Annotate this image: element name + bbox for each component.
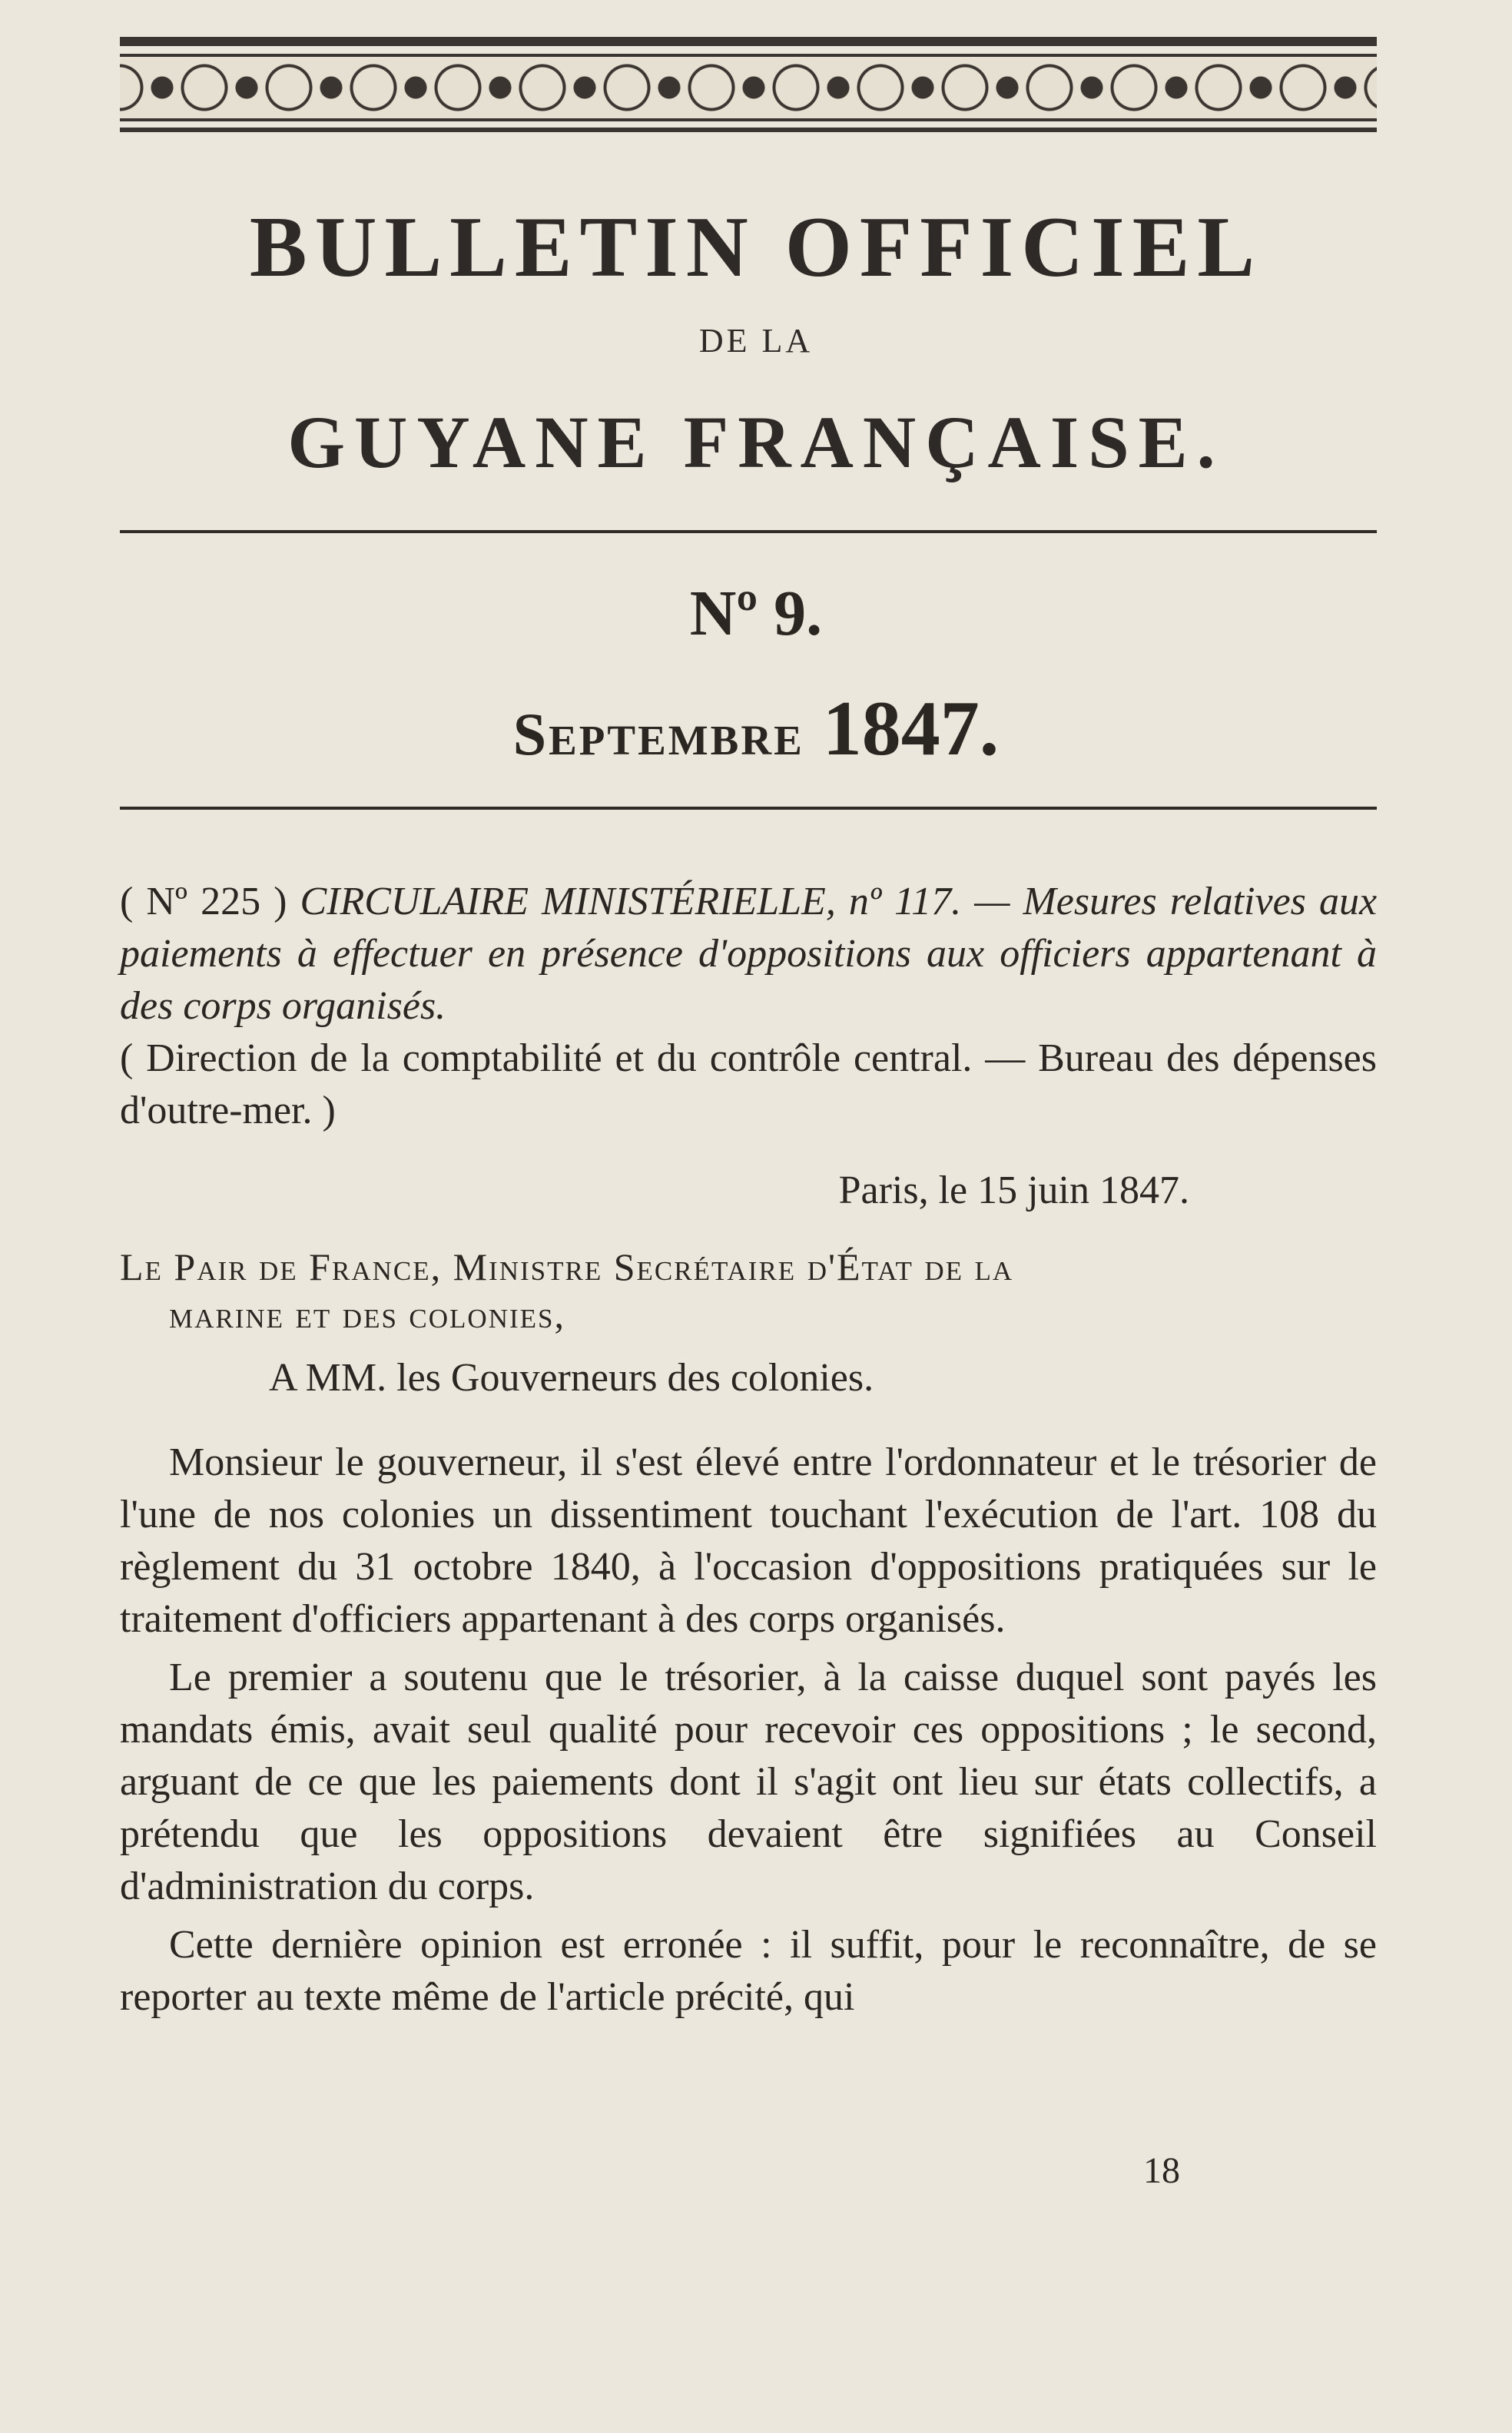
body-text [120,1437,1377,2030]
circular-direction: ( Direction de la comptabilité et du contrôle central. — Bureau des dépenses d'outre-mer. ) [120,1036,1377,1132]
bulletin-title-region: GUYANE FRANÇAISE. [287,401,1225,483]
bulletin-title-connector: DE LA [698,322,814,360]
dateline: Paris, le 15 juin 1847. [838,1168,1189,1212]
circular-subject: Mesures relatives aux paiements à effectuer en présence d'oppositions aux officiers appartenant à des corps organisés. [120,880,1378,1028]
page-number: 18 [1143,2150,1180,2191]
ornament-band-bottom [120,128,1377,132]
divider-rule [120,807,1377,810]
sender-line: Le Pair de France, Ministre Secrétaire d'État de la [120,1245,1014,1288]
circular-type: CIRCULAIRE MINISTÉRIELLE, nº 117. — [300,880,1010,923]
recipient: A MM. les Gouverneurs des colonies. [269,1356,874,1400]
bulletin-title: BULLETIN OFFICIEL [249,200,1263,295]
paragraph: Le premier a soutenu que le trésorier, à la caisse duquel sont payés les mandats émis, avait seul qualité pour recevoir ces oppositions ; le second, arguant de ce que les paiements dont il s'agit ont lieu sur états collectifs, a prétendu que les oppositions devaient être signifiées au Conseil d'administration du corps. [120,1656,1377,1908]
divider-rule [120,530,1377,533]
issue-month: Septembre [512,701,804,767]
header-ornament [120,37,1377,132]
ornament-frieze [120,54,1377,121]
issue-date [0,684,1512,774]
issue-year: 1847. [822,685,1000,772]
paragraph: Cette dernière opinion est erronée : il suffit, pour le reconnaître, de se reporter au texte même de l'article précité, qui [120,1923,1377,2019]
paragraph: Monsieur le gouverneur, il s'est élevé entre l'ordonnateur et le trésorier de l'une de nos colonies un dissentiment touchant l'exécution de l'art. 108 du règlement du 31 octobre 1840, à l'occasion d'oppositions pratiquées sur le traitement d'officiers appartenant à des corps organisés. [120,1440,1377,1641]
sender-block [120,1243,1377,1338]
circular-heading [120,876,1377,1137]
issue-number: Nº 9. [689,578,823,649]
ornament-band-top [120,37,1377,46]
sender-line: marine et des colonies, [169,1293,565,1336]
circular-number: ( Nº 225 ) [120,880,287,923]
